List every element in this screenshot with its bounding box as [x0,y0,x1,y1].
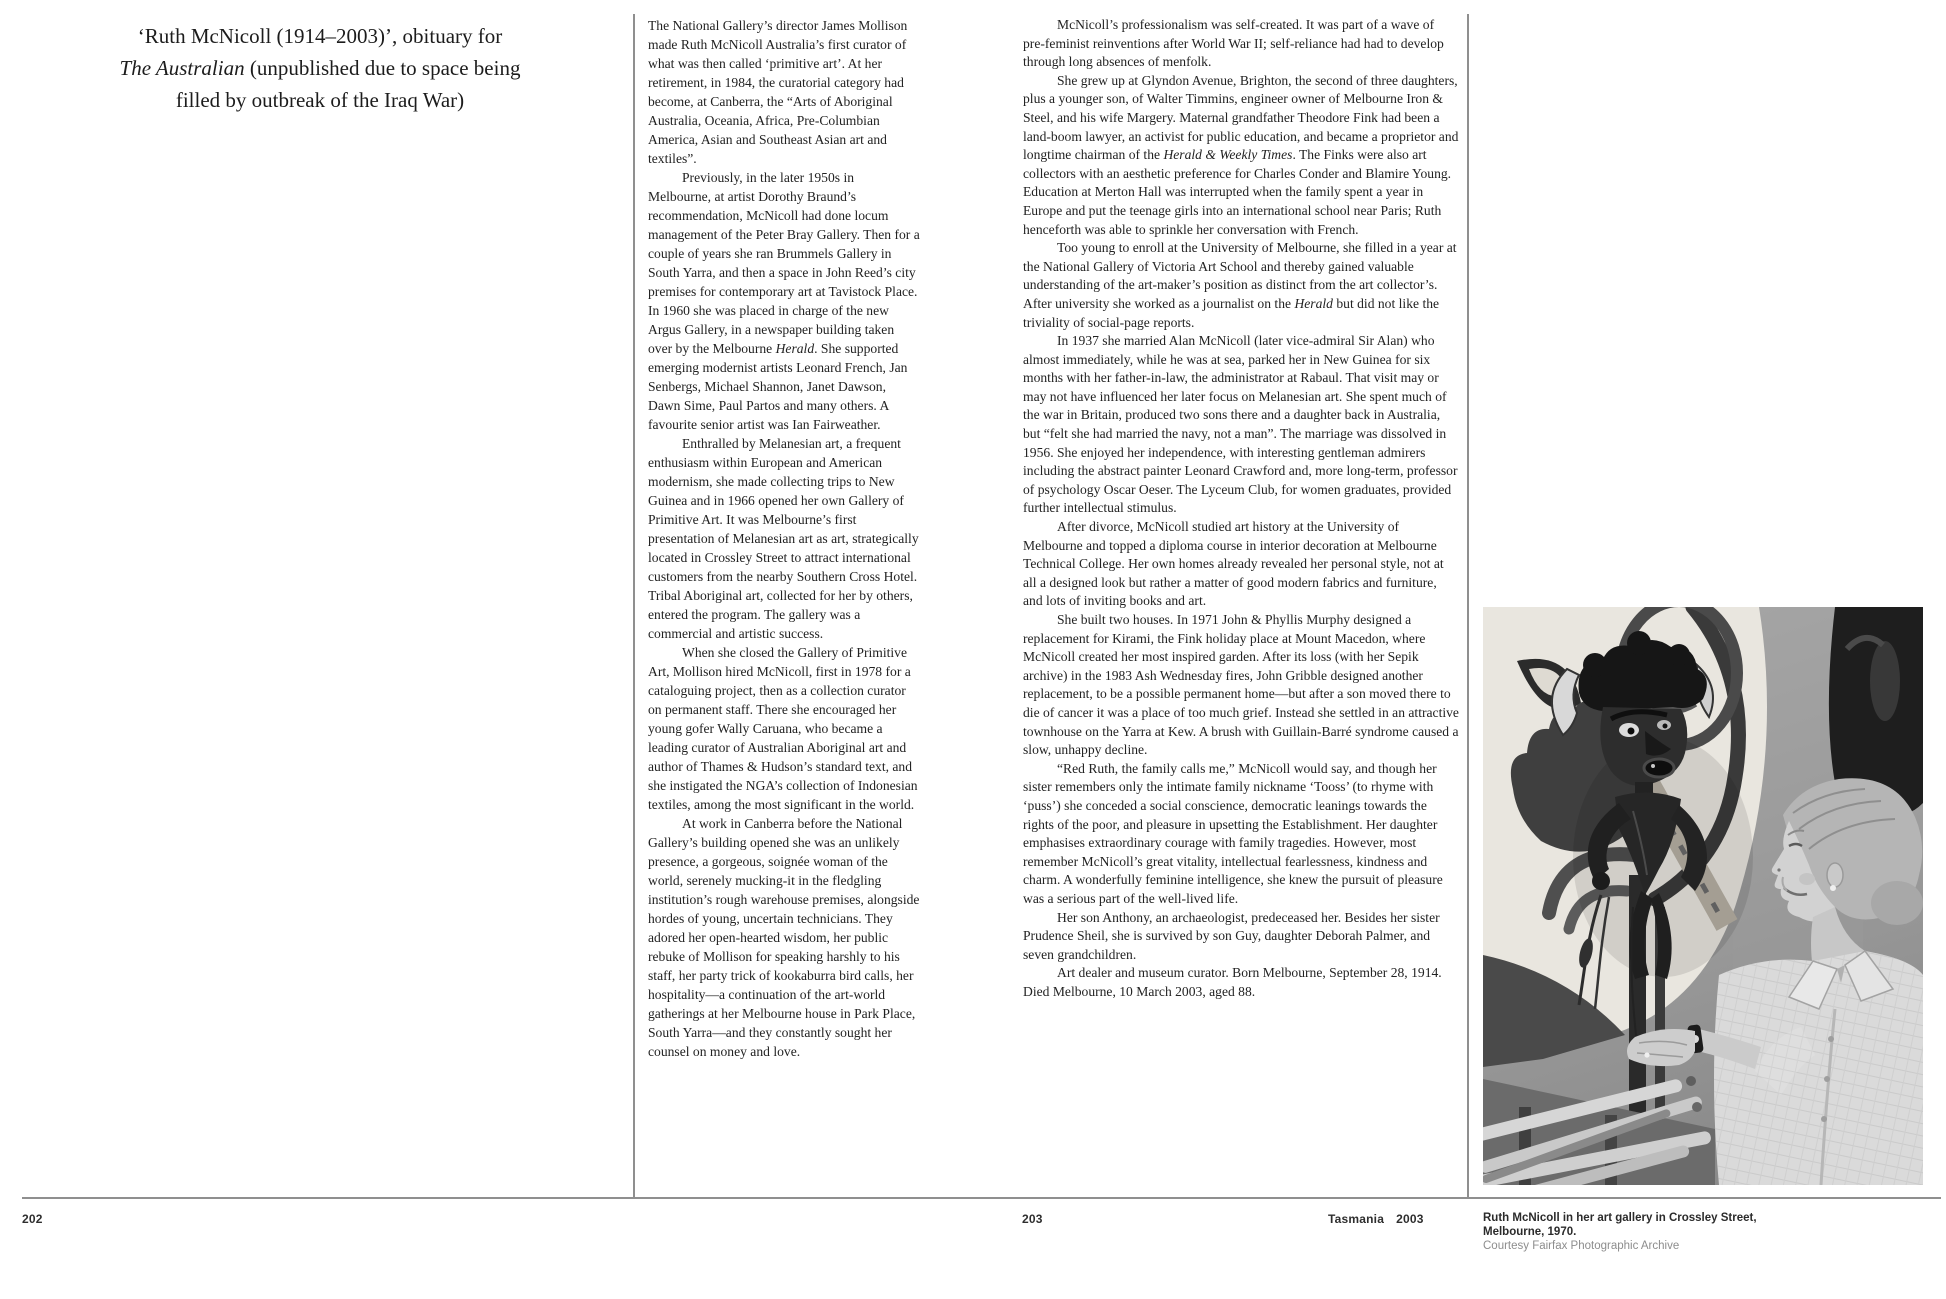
body-column-2 [1023,16,1459,1196]
paragraph: Art dealer and museum curator. Born Melbourne, September 28, 1914. Died Melbourne, 10 March 2003, aged 88. [1023,965,1442,999]
paragraph: In 1937 she married Alan McNicoll (later vice-admiral Sir Alan) who almost immediately, while he was at sea, parked her in New Guinea for six months with her father-in-law, the administrator at Rabaul. That visit may or may not have influenced her later focus on Melanesian art. She spent much of the war in Britain, produced two sons there and a daughter back in Australia, but “felt she had married the navy, not a man”. The marriage was dissolved in 1956. She enjoyed her independence, with interesting gentleman admirers including the abstract painter Leonard Crawford and, more long-term, professor of psychology Oscar Oeser. The Lyceum Club, for women graduates, provided further intellectual stimulus. [1023,333,1458,516]
footer-rule [22,1197,1941,1199]
paragraph: She grew up at Glyndon Avenue, Brighton, the second of three daughters, plus a younger son, of Walter Timmins, engineer owner of Melbourne Iron & Steel, and his wife Margery. Maternal grandfather Theodore Fink had been a land-boom lawyer, an activist for public education, and became a proprietor and longtime chairman of the Herald & Weekly Times. The Finks were also art collectors with an aesthetic preference for Charles Conder and Blamire Young. Education at Merton Hall was interrupted when the family spent a year in Europe and put the teenage girls into an international school near Paris; Ruth henceforth was able to sprinkle her conversation with French. [1023,72,1459,237]
paragraph: Her son Anthony, an archaeologist, predeceased her. Besides her sister Prudence Sheil, she is survived by son Guy, daughter Deborah Palmer, and seven grandchildren. [1023,909,1440,962]
column-divider-left [633,14,635,1199]
paragraph: “Red Ruth, the family calls me,” McNicoll would say, and though her sister remembers only the intimate family nickname ‘Tooss’ (to rhyme with ‘puss’) she conceded a social conscience, democratic leanings towards the rights of the poor, and pleasure in upsetting the Establishment. Her daughter emphasises extraordinary courage with family tragedies. However, most remember McNicoll’s great vitality, intellectual fearlessness, kindness and charm. A wonderfully feminine intelligence, she knew the pursuit of pleasure was a serious part of the well-lived life. [1023,760,1443,906]
paragraph: McNicoll’s professionalism was self-created. It was part of a wave of pre-feminist reinventions after World War II; self-reliance had had to develop through long absences of menfolk. [1023,17,1444,70]
title-line-1: ‘Ruth McNicoll (1914–2003)’, obituary for [137,24,503,48]
paragraph: At work in Canberra before the National Gallery’s building opened she was an unlikely presence, a gorgeous, soignée woman of the world, serenely mucking-it in the fledgling institution’s rough warehouse premises, alongside hordes of young, uncertain technicians. They adored her open-hearted wisdom, her public rebuke of Mollison for speaking harshly to his staff, her party trick of kookaburra bird calls, her hospitality—a continuation of the art-world gatherings at her Melbourne house in Park Place, South Yarra—and they constantly sought her counsel on money and love. [648,816,920,1059]
edition-label [1328,1212,1424,1226]
paragraph: The National Gallery’s director James Mollison made Ruth McNicoll Australia’s first curator of what was then called ‘primitive art’. At her retirement, in 1984, the curatorial category had become, at Canberra, the “Arts of Aboriginal Australia, Oceania, Africa, Pre-Columbian America, Asian and Southeast Asian art and textiles”. [648,18,908,166]
body-column-1 [648,16,920,1196]
photo-caption-text: Ruth McNicoll in her art gallery in Crossley Street, Melbourne, 1970. [1483,1212,1757,1238]
photo-caption-credit: Courtesy Fairfax Photographic Archive [1483,1240,1680,1252]
paragraph: When she closed the Gallery of Primitive Art, Mollison hired McNicoll, first in 1978 for a cataloguing project, then as a collection curator on permanent staff. There she encouraged her young gofer Wally Caruana, who became a leading curator of Australian Aboriginal art and author of Thames & Hudson’s standard text, and she instigated the NGA’s collection of Indonesian textiles, among the most significant in the world. [648,645,918,812]
article-title [70,20,570,116]
edition-region-label: Tasmania [1328,1212,1385,1226]
title-line-2: The Australian (unpublished due to space being [119,56,521,80]
paragraph: After divorce, McNicoll studied art history at the University of Melbourne and topped a diploma course in interior decoration at Melbourne Technical College. Her own homes already revealed her personal style, not at all a designed look but rather a matter of good modern fabrics and furniture, and lots of inviting books and art. [1023,519,1444,609]
paragraph: Enthralled by Melanesian art, a frequent enthusiasm within European and American modernism, she made collecting trips to New Guinea and in 1966 opened her own Gallery of Primitive Art. It was Melbourne’s first presentation of Melanesian art as art, strategically located in Crossley Street to attract international customers from the nearby Southern Cross Hotel. Tribal Aboriginal art, collected for her by others, entered the program. The gallery was a commercial and artistic success. [648,436,919,641]
edition-year-label: 2003 [1396,1212,1424,1226]
paragraph: Too young to enroll at the University of Melbourne, she filled in a year at the National Gallery of Victoria Art School and thereby gained valuable understanding of the art-maker’s position as distinct from the art collector’s. After university she worked as a journalist on the Herald but did not like the triviality of social-page reports. [1023,240,1457,330]
gallery-photo [1483,607,1923,1185]
column-divider-right [1467,14,1469,1199]
photo-caption [1483,1211,1783,1253]
gallery-photo-art [1483,607,1923,1185]
page-number-left: 202 [22,1212,43,1226]
paragraph: She built two houses. In 1971 John & Phyllis Murphy designed a replacement for Kirami, the Fink holiday place at Mount Macedon, where McNicoll created her most inspired garden. After its loss (with her Sepik archive) in the 1983 Ash Wednesday fires, John Gribble designed another replacement, to be a possible permanent home—but after a son moved there to die of cancer it was a place of too much grief. Instead she settled in an attractive townhouse on the Yarra at Kew. A brush with Guillain-Barré syndrome caused a slow, unhappy decline. [1023,612,1459,758]
page-number-right: 203 [1022,1212,1043,1226]
paragraph: Previously, in the later 1950s in Melbourne, at artist Dorothy Braund’s recommendation, McNicoll had done locum management of the Peter Bray Gallery. Then for a couple of years she ran Brummels Gallery in South Yarra, and then a space in John Reed’s city premises for contemporary art at Tavistock Place. In 1960 she was placed in charge of the new Argus Gallery, in a newspaper building taken over by the Melbourne Herald. She supported emerging modernist artists Leonard French, Jan Senbergs, Michael Shannon, Janet Dawson, Dawn Sime, Paul Partos and many others. A favourite senior artist was Ian Fairweather. [648,170,920,432]
title-line-3: filled by outbreak of the Iraq War) [175,88,465,112]
